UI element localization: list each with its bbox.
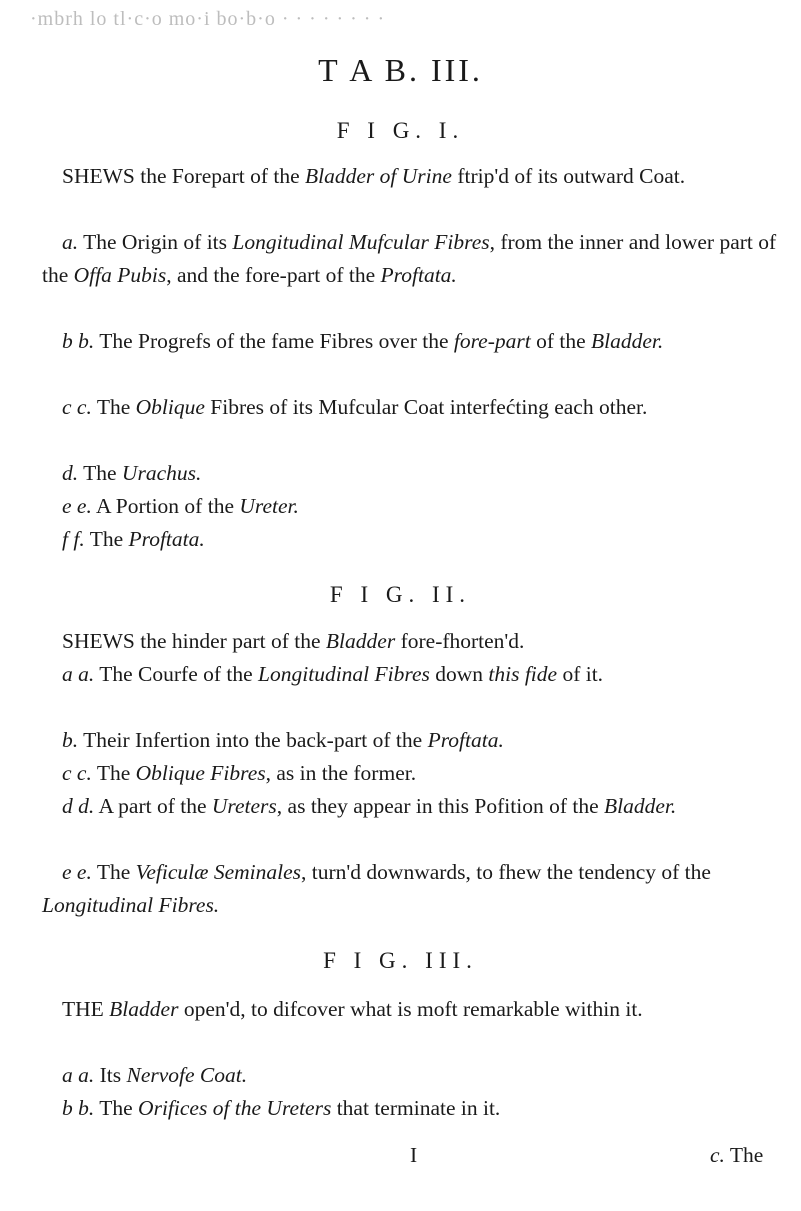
fig-2-item-e: e e. The Veficulæ Seminales, turn'd downwards, to fhew the tendency of the Longitudinal Fibres. <box>42 860 711 917</box>
fig-1-item-c: c c. The Oblique Fibres of its Mufcular Coat interfećting each other. <box>62 395 648 419</box>
fig-2-heading: F I G. II. <box>329 582 472 607</box>
fig-3-item-b: b b. The Orifices of the Ureters that terminate in it. <box>62 1096 501 1120</box>
fig-3-heading: F I G. III. <box>323 948 478 973</box>
fig-2-item-d: d d. A part of the Ureters, as they appear in this Pofition of the Bladder. <box>62 794 677 818</box>
fig-1-heading: F I G. I. <box>336 118 465 143</box>
fig-2-item-c: c c. The Oblique Fibres, as in the former. <box>62 761 417 785</box>
signature-mark: I <box>410 1143 418 1167</box>
fig-1-item-a: a. The Origin of its Longitudinal Mufcular Fibres, from the inner and lower part of the Offa Pubis, and the fore-part of the Proftata. <box>42 230 777 287</box>
fig-1-item-e: e e. A Portion of the Ureter. <box>62 494 299 518</box>
fig-2-item-a: a a. The Courfe of the Longitudinal Fibres down this fide of it. <box>62 662 604 686</box>
catchword: c. The <box>710 1143 764 1167</box>
fig-1-item-f: f f. The Proftata. <box>62 527 205 551</box>
plate-title: T A B. III. <box>318 52 483 88</box>
fig-1-item-b: b b. The Progrefs of the fame Fibres over the fore-part of the Bladder. <box>62 329 664 353</box>
bleed-through-text: ·mbrh lo tl·c·o mo·i bo·b·o · · · · · · · · <box>30 8 386 30</box>
fig-2-item-b: b. Their Infertion into the back-part of the Proftata. <box>62 728 504 752</box>
fig-3-intro: THE Bladder open'd, to difcover what is moft remarkable within it. <box>62 997 643 1021</box>
fig-1-intro: SHEWS the Forepart of the Bladder of Urine ftrip'd of its outward Coat. <box>62 164 686 188</box>
fig-1-intro-lead: SHEWS <box>62 164 135 188</box>
fig-3-item-a: a a. Its Nervofe Coat. <box>62 1063 248 1087</box>
fig-1-item-d: d. The Urachus. <box>62 461 202 485</box>
fig-2-intro: SHEWS the hinder part of the Bladder fore-fhorten'd. <box>62 629 525 653</box>
